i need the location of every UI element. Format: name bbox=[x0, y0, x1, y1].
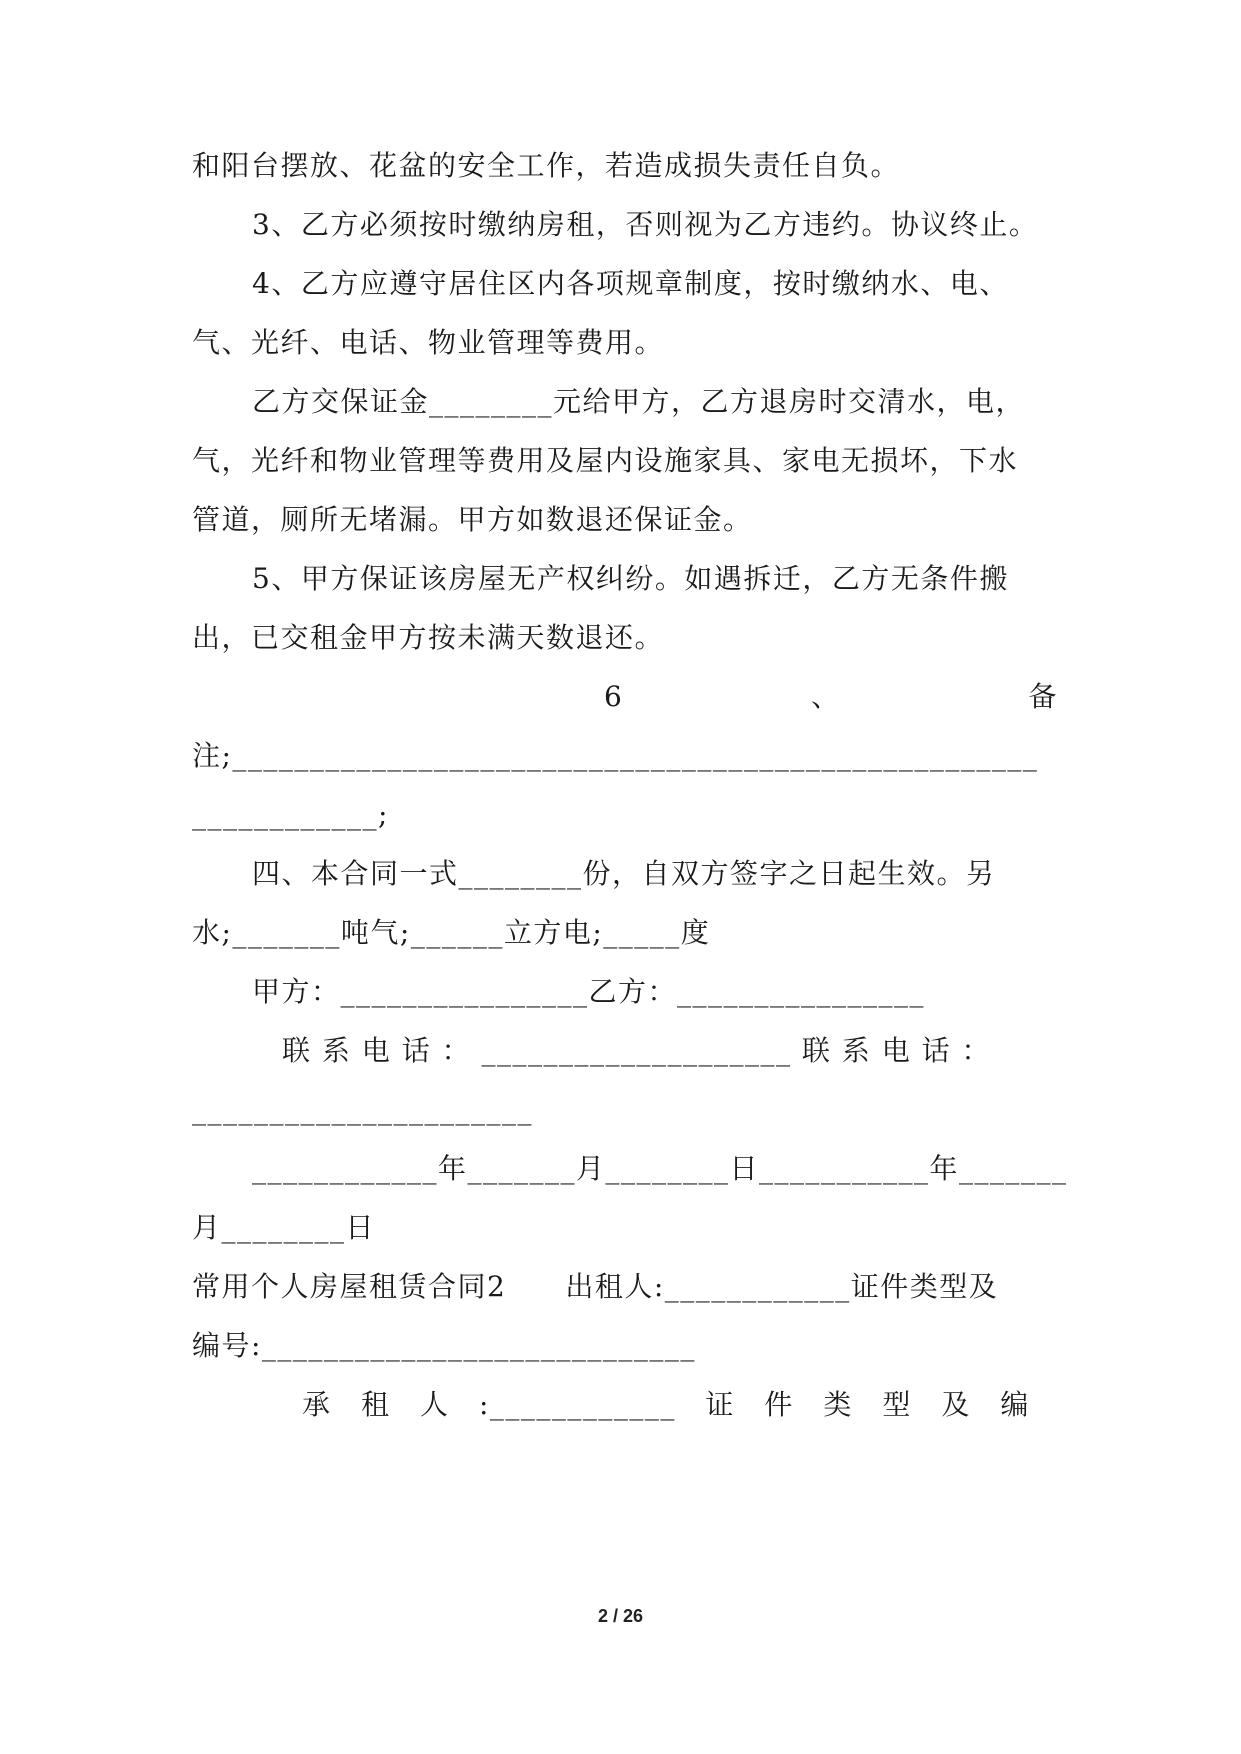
text-line-2: 3、乙方必须按时缴纳房租，否则视为乙方违约。协议终止。 bbox=[252, 208, 1039, 241]
text-line-13: 四、本合同一式________份，自双方签字之日起生效。另 bbox=[252, 857, 996, 890]
text-line-5: 乙方交保证金________元给甲方，乙方退房时交清水，电， bbox=[252, 385, 1026, 418]
text-line-15: 甲方：________________乙方：________________ bbox=[252, 975, 926, 1008]
item-separator: 、 bbox=[811, 680, 841, 713]
text-line-18: ____________年_______月________日___________年_______ bbox=[252, 1152, 1068, 1185]
text-line-8: 5、甲方保证该房屋无产权纠纷。如遇拆迁，乙方无条件搬 bbox=[252, 562, 1009, 595]
text-line-14: 水;_______吨气;______立方电;_____度 bbox=[192, 916, 711, 949]
text-line-16: 联 系 电 话 ： ____________________ 联 系 电 话 ： bbox=[282, 1034, 992, 1067]
text-line-21: 编号:____________________________ bbox=[192, 1329, 696, 1362]
text-line-22: 承 租 人 :____________ 证 件 类 型 及 编 bbox=[302, 1388, 1030, 1421]
text-line-1: 和阳台摆放、花盆的安全工作，若造成损失责任自负。 bbox=[192, 149, 901, 182]
text-line-17: ______________________ bbox=[192, 1093, 533, 1126]
text-line-11: 注;____________________________________________________ bbox=[192, 739, 1039, 772]
text-line-6: 气，光纤和物业管理等费用及屋内设施家具、家电无损坏，下水 bbox=[192, 444, 1019, 477]
text-line-3: 4、乙方应遵守居住区内各项规章制度，按时缴纳水、电、 bbox=[252, 267, 1009, 300]
page-number: 2 / 26 bbox=[597, 1606, 644, 1626]
text-line-10 bbox=[252, 677, 1058, 717]
text-line-20: 常用个人房屋租赁合同2 出租人:____________证件类型及 bbox=[192, 1270, 999, 1303]
item-number: 6 bbox=[604, 680, 624, 713]
text-line-19: 月________日 bbox=[192, 1211, 376, 1244]
text-line-4: 气、光纤、电话、物业管理等费用。 bbox=[192, 326, 665, 359]
text-line-12: ____________; bbox=[192, 798, 389, 831]
item-label-start: 备 bbox=[1028, 680, 1058, 713]
text-line-7: 管道，厕所无堵漏。甲方如数退还保证金。 bbox=[192, 503, 753, 536]
text-line-9: 出，已交租金甲方按未满天数退还。 bbox=[192, 621, 665, 654]
